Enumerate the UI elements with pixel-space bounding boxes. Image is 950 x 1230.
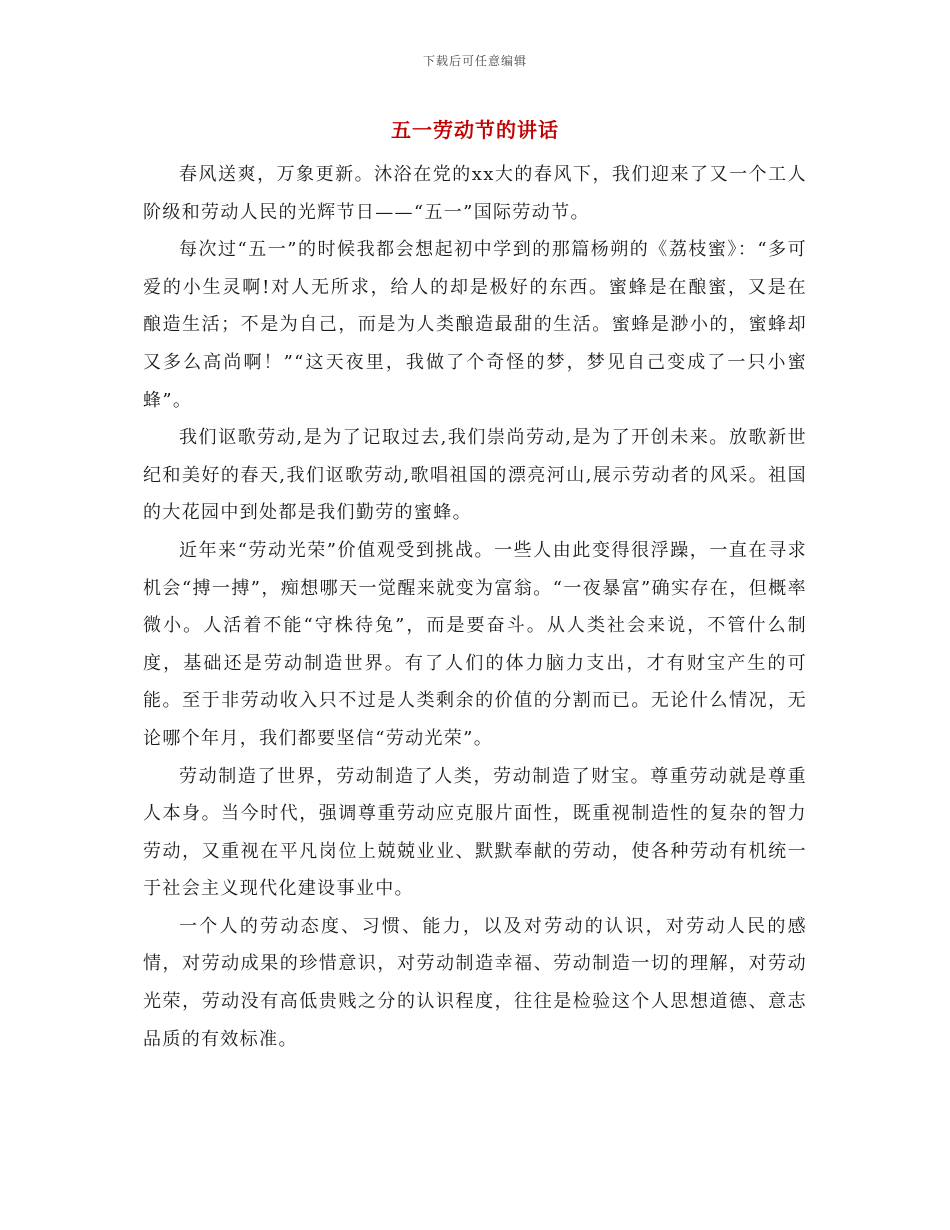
- paragraph-1: 春风送爽，万象更新。沐浴在党的xx大的春风下，我们迎来了又一个工人阶级和劳动人民的光辉节日——“五一”国际劳动节。: [143, 164, 807, 223]
- header-note: 下载后可任意编辑: [422, 54, 527, 68]
- document-body: [143, 156, 807, 1058]
- document-title: 五一劳动节的讲话: [391, 118, 559, 142]
- paragraph-6: 一个人的劳动态度、习惯、能力，以及对劳动的认识，对劳动人民的感情，对劳动成果的珍惜意识，对劳动制造幸福、劳动制造一切的理解，对劳动光荣，劳动没有高低贵贱之分的认识程度，往往是检验这个人思想道德、意志品质的有效标准。: [143, 915, 807, 1050]
- paragraph-4: 近年来“劳动光荣”价值观受到挑战。一些人由此变得很浮躁，一直在寻求机会“搏一搏”，痴想哪天一觉醒来就变为富翁。“一夜暴富”确实存在，但概率微小。人活着不能“守株待兔”，而是要奋斗。从人类社会来说，不管什么制度，基础还是劳动制造世界。有了人们的体力脑力支出，才有财宝产生的可能。至于非劳动收入只不过是人类剩余的价值的分割而已。无论什么情况，无论哪个年月，我们都要坚信“劳动光荣”。: [143, 539, 807, 749]
- paragraph-3: 我们讴歌劳动,是为了记取过去,我们崇尚劳动,是为了开创未来。放歌新世纪和美好的春天,我们讴歌劳动,歌唱祖国的漂亮河山,展示劳动者的风采。祖国的大花园中到处都是我们勤劳的蜜蜂。: [143, 427, 807, 524]
- paragraph-5: 劳动制造了世界，劳动制造了人类，劳动制造了财宝。尊重劳动就是尊重人本身。当今时代，强调尊重劳动应克服片面性，既重视制造性的复杂的智力劳动，又重视在平凡岗位上兢兢业业、默默奉献的劳动，使各种劳动有机统一于社会主义现代化建设事业中。: [143, 765, 807, 900]
- paragraph-2: 每次过“五一”的时候我都会想起初中学到的那篇杨朔的《荔枝蜜》：“多可爱的小生灵啊!对人无所求，给人的却是极好的东西。蜜蜂是在酿蜜，又是在酿造生活；不是为自己，而是为人类酿造最甜的生活。蜜蜂是渺小的，蜜蜂却又多么高尚啊！”“这天夜里，我做了个奇怪的梦，梦见自己变成了一只小蜜蜂”。: [143, 239, 807, 411]
